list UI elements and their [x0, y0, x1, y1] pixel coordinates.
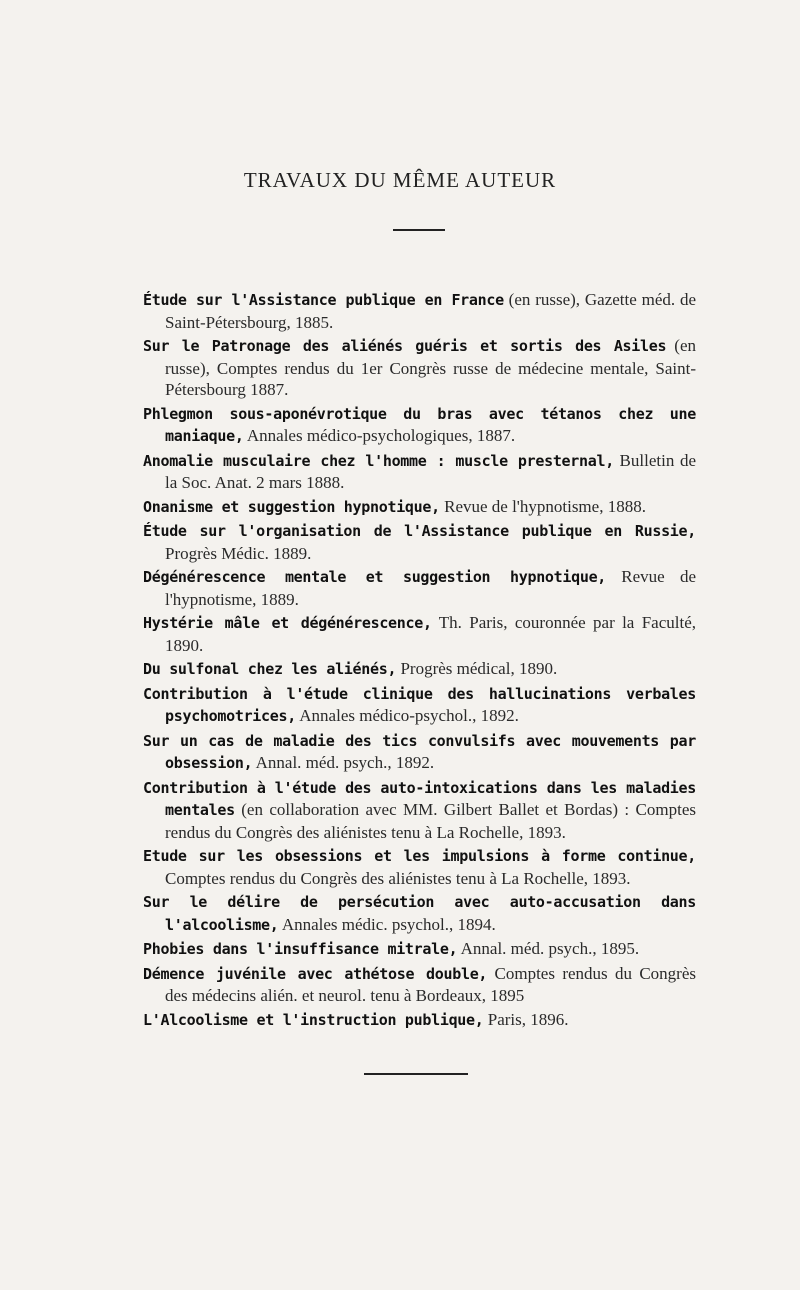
- bibliography-entry: [143, 683, 696, 728]
- entry-title: Étude sur l'Assistance publique en France: [143, 291, 504, 309]
- entry-title: Contribution à l'étude des auto-intoxications dans les maladies mentales: [143, 778, 696, 819]
- entry-details: Progrès médical, 1890.: [396, 659, 558, 678]
- bibliography-list: [143, 289, 696, 1033]
- entry-details: (en russe), Gazette méd. de Saint-Pétersbourg, 1885.: [165, 290, 696, 332]
- entry-title: L'Alcoolisme et l'instruction publique,: [143, 1010, 484, 1029]
- entry-details: Bulletin de la Soc. Anat. 2 mars 1888.: [165, 450, 696, 492]
- entry-title: Du sulfonal chez les aliénés,: [143, 660, 397, 678]
- entry-details: Annales médico-psychologiques, 1887.: [243, 426, 516, 445]
- bibliography-entry: [143, 730, 696, 775]
- entry-title: Sur le délire de persécution avec auto-accusation dans l'alcoolisme,: [143, 893, 696, 934]
- bibliography-entry: [143, 845, 696, 889]
- title-rule: [393, 229, 445, 231]
- bibliography-entry: [143, 450, 696, 494]
- entry-details: Revue de l'hypnotisme, 1889.: [165, 567, 697, 609]
- entry-details: Annal. méd. psych., 1892.: [252, 753, 435, 772]
- entry-details: Comptes rendus du Congrès des médecins alién. et neurol. tenu à Bordeaux, 1895: [165, 963, 696, 1005]
- bibliography-entry: [143, 496, 696, 519]
- bibliography-entry: [143, 938, 696, 961]
- bibliography-entry: [143, 963, 696, 1007]
- bibliography-entry: [143, 658, 696, 681]
- entry-details: Th. Paris, couronnée par la Faculté, 1890.: [165, 613, 697, 655]
- page-title: TRAVAUX DU MÊME AUTEUR: [243, 168, 557, 192]
- entry-details: Comptes rendus du Congrès des aliénistes tenu à La Rochelle, 1893.: [165, 868, 631, 888]
- entry-details: Annales médic. psychol., 1894.: [278, 914, 496, 934]
- entry-title: Phobies dans l'insuffisance mitrale,: [143, 940, 458, 958]
- entry-details: Annales médico-psychol., 1892.: [295, 706, 519, 725]
- entry-title: Hystérie mâle et dégénérescence,: [143, 614, 432, 632]
- entry-title: Anomalie musculaire chez l'homme : muscle presternal,: [143, 451, 614, 470]
- bibliography-entry: [143, 520, 696, 564]
- entry-title: Sur un cas de maladie des tics convulsifs avec mouvements par obsession,: [143, 731, 696, 772]
- bibliography-entry: [143, 777, 696, 844]
- bibliography-entry: [143, 566, 696, 610]
- entry-details: Annal. méd. psych., 1895.: [457, 939, 640, 958]
- bibliography-entry: [143, 403, 696, 448]
- closing-rule: [364, 1073, 468, 1075]
- entry-details: Revue de l'hypnotisme, 1888.: [439, 496, 646, 516]
- entry-title: Contribution à l'étude clinique des hallucinations verbales psychomotrices,: [143, 684, 696, 725]
- entry-title: Etude sur les obsessions et les impulsions à forme continue,: [143, 847, 696, 865]
- bibliography-entry: [143, 891, 696, 936]
- entry-title: Onanisme et suggestion hypnotique,: [143, 497, 440, 516]
- entry-details: Progrès Médic. 1889.: [165, 543, 312, 563]
- bibliography-entry: [143, 1009, 696, 1032]
- entry-details: (en russe), Comptes rendus du 1er Congrès russe de médecine mentale, Saint-Pétersbourg 1887.: [165, 336, 696, 399]
- entry-title: Démence juvénile avec athétose double,: [143, 964, 488, 983]
- entry-details: Paris, 1896.: [483, 1009, 569, 1029]
- entry-title: Sur le Patronage des aliénés guéris et sortis des Asiles: [143, 337, 667, 355]
- entry-details: (en collaboration avec MM. Gilbert Ballet et Bordas) : Comptes rendus du Congrès des aliénistes tenu à La Rochelle, 1893.: [165, 800, 696, 842]
- bibliography-entry: [143, 335, 696, 401]
- entry-title: Dégénérescence mentale et suggestion hypnotique,: [143, 568, 607, 586]
- bibliography-entry: [143, 289, 696, 333]
- entry-title: Phlegmon sous-aponévrotique du bras avec tétanos chez une maniaque,: [143, 404, 696, 445]
- bibliography-entry: [143, 612, 696, 656]
- entry-title: Étude sur l'organisation de l'Assistance publique en Russie,: [143, 522, 696, 540]
